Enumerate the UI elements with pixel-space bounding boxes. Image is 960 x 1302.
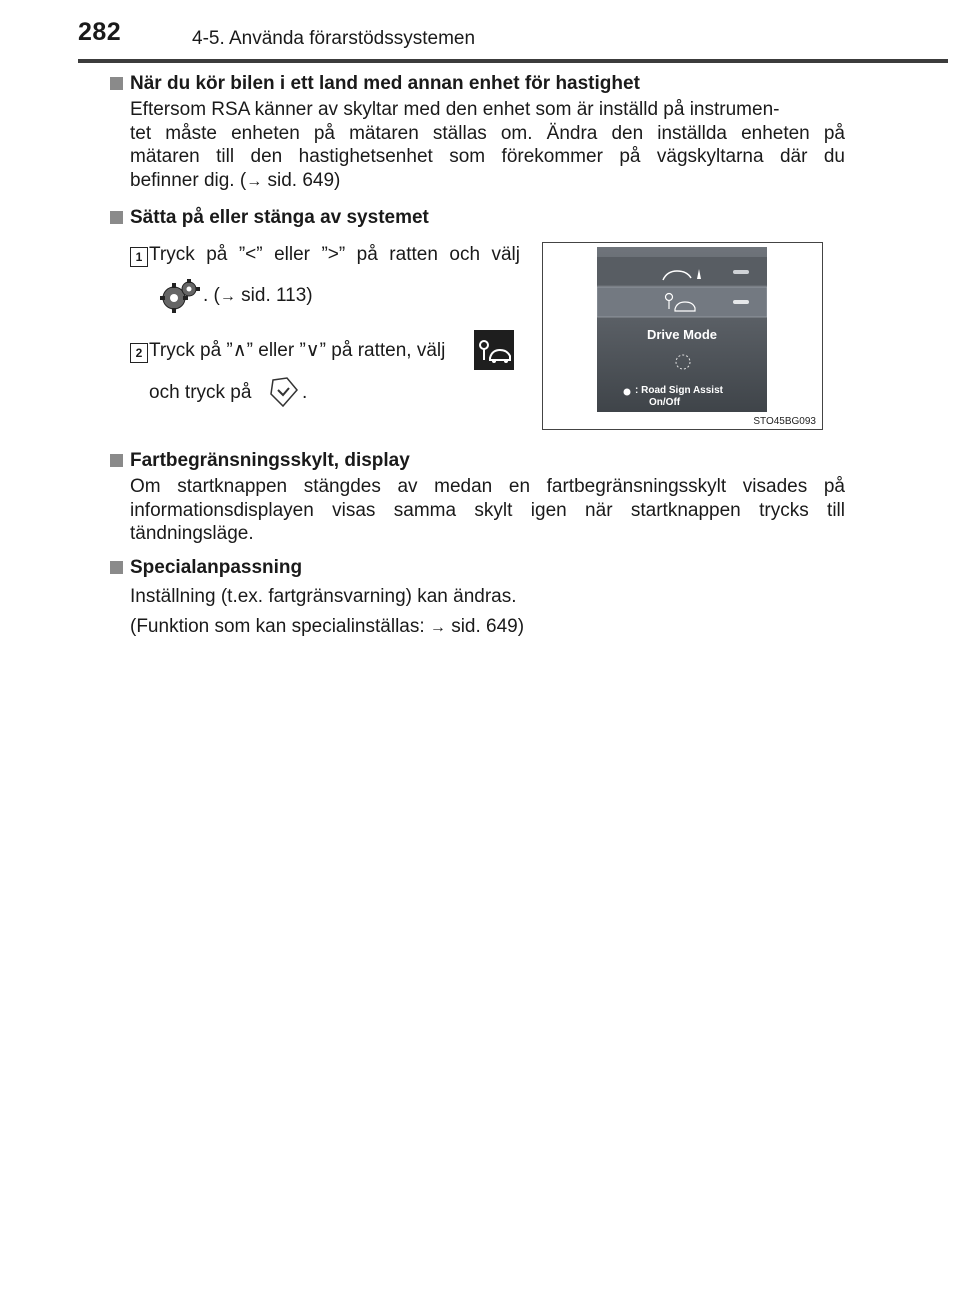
arrow-icon: →	[219, 288, 236, 305]
section-bullet	[110, 77, 123, 90]
section-bullet	[110, 561, 123, 574]
section-body	[130, 475, 845, 546]
step-number: 1	[130, 247, 148, 267]
page-header	[0, 0, 960, 60]
arrow-icon: →	[246, 172, 263, 190]
section-bullet	[110, 454, 123, 467]
step-number: 2	[130, 343, 148, 363]
arrow-icon: →	[429, 618, 446, 636]
body-line: befinner dig. (→ sid. 649)	[130, 169, 341, 191]
page-reference-link[interactable]: sid. 113)	[241, 285, 313, 306]
section-bullet	[110, 211, 123, 224]
section-speed-sign-display	[110, 450, 845, 546]
body-line: tändningsläge.	[130, 523, 254, 544]
body-line: tet måste enheten på mätaren ställas om. Ändra den inställda enheten på	[130, 122, 845, 144]
page-reference-link[interactable]: sid. 649)	[267, 169, 341, 191]
hint-text: : Road Sign Assist On/Off	[635, 385, 723, 408]
ok-button-icon	[269, 376, 299, 408]
section-title-text: Sätta på eller stänga av systemet	[130, 207, 429, 228]
section-toggle-system	[110, 207, 845, 229]
header-rule	[78, 59, 948, 63]
step-text: och tryck på	[149, 382, 252, 403]
section-title	[110, 207, 845, 229]
gear-icon	[158, 278, 202, 314]
section-customization	[110, 557, 845, 639]
body-line: informationsdisplayen visas samma skylt igen när startknappen trycks till	[130, 499, 845, 521]
section-title	[110, 450, 845, 472]
section-title-text: Specialanpassning	[130, 557, 303, 578]
step-text: Tryck på ”<” eller ”>” på ratten och välj	[149, 244, 520, 265]
section-title-text: När du kör bilen i ett land med annan enhet för hastighet	[130, 73, 640, 94]
menu-title: Drive Mode	[646, 327, 718, 342]
body-line: Eftersom RSA känner av skyltar med den enhet som är inställd på instrumen-	[130, 99, 780, 120]
step-1	[130, 243, 520, 267]
step-text: Tryck på ”∧” eller ”∨” på ratten, välj	[149, 340, 446, 361]
section-title-text: Fartbegränsningsskylt, display	[130, 450, 410, 471]
meter-display-screen	[597, 247, 767, 412]
section-title	[110, 557, 845, 579]
instrument-display-figure	[542, 242, 823, 430]
section-title	[110, 73, 845, 95]
body-line: Inställning (t.ex. fartgränsvarning) kan ändras.	[130, 586, 517, 607]
body-line: (Funktion som kan specialinställas: → sid. 649)	[130, 615, 525, 637]
step-2-end: .	[302, 382, 308, 403]
section-body	[130, 585, 845, 639]
section-speed-unit	[110, 73, 845, 193]
figure-code: STO45BG093	[753, 416, 816, 427]
road-sign-assist-icon	[474, 330, 514, 370]
step-2-line-2	[149, 381, 251, 405]
step-2	[130, 339, 470, 363]
chapter-title: 4-5. Använda förarstödssystemen	[192, 28, 476, 49]
page-reference-link[interactable]: sid. 649)	[451, 615, 525, 637]
body-line: mätaren till den hastighetsenhet som förekommer på vägskyltarna där du	[130, 146, 845, 167]
body-line: Om startknappen stängdes av medan en fartbegränsningsskylt visades på	[130, 476, 845, 497]
section-body	[130, 98, 845, 193]
step-1-reference: . (→ sid. 113)	[203, 285, 313, 306]
page-number: 282	[78, 18, 122, 46]
